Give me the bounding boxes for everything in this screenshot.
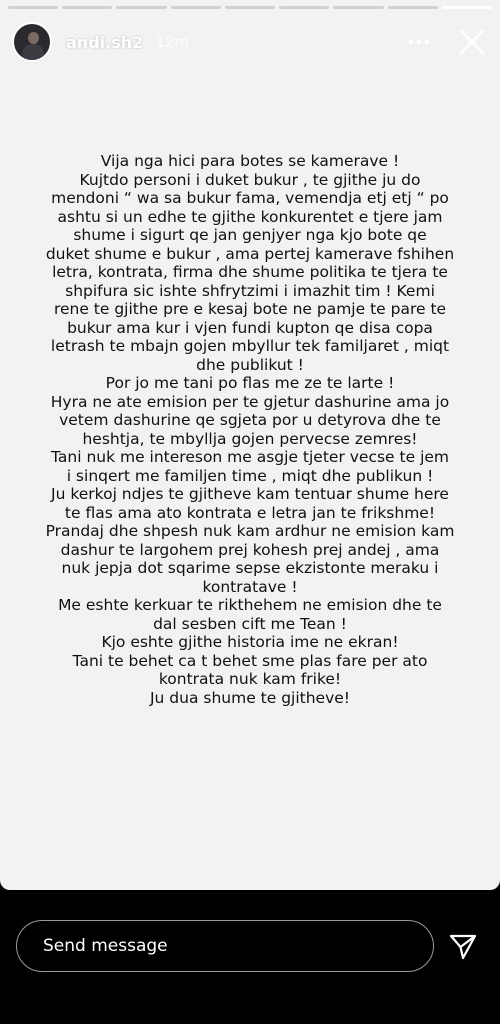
story-text-line: mendoni “ wa sa bukur fama, vemendja etj etj “ po — [51, 189, 449, 207]
story-text-line: Vija nga hici para botes se kamerave ! — [100, 152, 400, 170]
story-text-line: Prandaj dhe shpesh nuk kam ardhur ne emision kam — [45, 522, 455, 540]
story-text-line: ashtu si un edhe te gjithe konkurentet e tjere jam — [57, 207, 443, 226]
story-text-line: Tani nuk me intereson me asgje tjeter vecse te jem — [50, 448, 450, 466]
avatar[interactable] — [12, 22, 52, 62]
reply-bar — [0, 890, 500, 1024]
story-text-line: shpifura sic ishte shfrytzimi i imazhit tim ! Kemi — [65, 281, 435, 300]
story-progress-bar — [8, 6, 492, 9]
send-icon — [449, 934, 477, 960]
story-text-line: kontratave ! — [202, 577, 298, 596]
story-text-line: te flas ama ato kontrata e letra jan te frikshme! — [64, 503, 436, 522]
more-horizontal-icon — [408, 39, 430, 45]
close-icon — [459, 29, 485, 55]
story-text-line: kontrata nuk kam frike! — [158, 670, 342, 688]
story-text-line: Hyra ne ate emision per te gjetur dashurine ama jo — [50, 392, 450, 411]
progress-segment — [442, 6, 492, 9]
story-text-block — [0, 152, 500, 707]
progress-segment — [171, 6, 221, 9]
avatar-body-shape — [22, 44, 44, 62]
story-text-line: vetem dashurine qe sgjeta por u detyrova dhe te — [59, 411, 441, 429]
story-text-line: Kjo eshte gjithe historia ime ne ekran! — [101, 633, 399, 651]
avatar-head-shape — [28, 32, 39, 44]
story-text-line: dhe publikut ! — [196, 355, 304, 374]
story-timestamp: 12m — [155, 33, 189, 51]
story-header — [12, 22, 488, 62]
story-text-line: letrash te mbajn gojen mbyllur tek familjaret , miqt — [50, 337, 450, 355]
story-text-line: heshtja, te mbyllja gojen pervecse zemres! — [82, 429, 418, 448]
story-text-line: i sinqert me familjen time , miqt dhe publikun ! — [66, 466, 434, 485]
story-text-line: Ju kerkoj ndjes te gjitheve kam tentuar shume here — [51, 485, 449, 503]
progress-segment — [116, 6, 166, 9]
story-text-line: duket shume e bukur , ama pertej kamerave fshihen — [45, 244, 455, 263]
username[interactable]: andi.sh2 — [66, 32, 144, 52]
story-text-line: Tani te behet ca t behet sme plas fare per ato — [72, 651, 428, 670]
story-text-line: dal sesben cift me Tean ! — [153, 614, 347, 633]
story-text-line: Ju dua shume te gjitheve! — [149, 688, 351, 707]
story-text-line: bukur ama kur i vjen fundi kupton qe disa copa — [67, 318, 433, 337]
progress-segment — [62, 6, 112, 9]
story-text-line: nuk jepja dot sqarime sepse ekzistonte meraku i — [61, 559, 439, 577]
story-text-line: Por jo me tani po flas me ze te larte ! — [105, 374, 395, 392]
progress-segment — [8, 6, 58, 9]
story-text-line: Me eshte kerkuar te rikthehem ne emision dhe te — [58, 596, 442, 614]
story-text-line: shume i sigurt qe jan genjyer nga kjo bote qe — [73, 226, 427, 244]
story-text-line: Kujtdo personi i duket bukur , te gjithe ju do — [79, 170, 421, 189]
progress-segment — [225, 6, 275, 9]
story-text-line: dashur te largohem prej kohesh prej andej , ama — [60, 540, 440, 559]
progress-segment — [279, 6, 329, 9]
more-options-button[interactable] — [404, 27, 434, 57]
close-button[interactable] — [456, 26, 488, 58]
progress-segment — [333, 6, 383, 9]
send-button[interactable] — [446, 930, 480, 964]
progress-segment — [388, 6, 438, 9]
send-message-input[interactable] — [41, 935, 433, 957]
story-text-line: rene te gjithe pre e kesaj bote ne pamje te pare te — [53, 300, 447, 318]
story-text-line: letra, kontrata, firma dhe shume politika te tjera te — [52, 263, 448, 281]
message-field-container[interactable] — [16, 920, 434, 972]
